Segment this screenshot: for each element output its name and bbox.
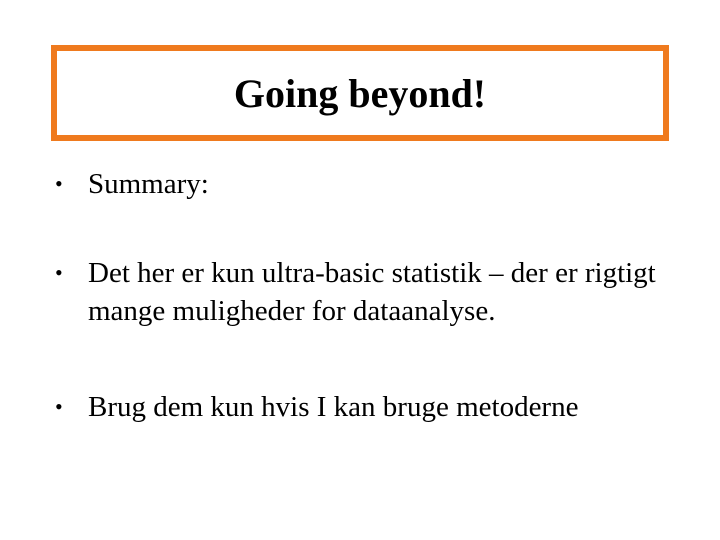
bullet-item-statistics — [55, 254, 695, 330]
bullet-icon: • — [55, 171, 63, 196]
bullet-text: Det her er kun ultra-basic statistik – der er rigtigt mange muligheder for dataanalyse. — [88, 257, 656, 327]
bullet-text: Summary: — [88, 168, 209, 200]
title-frame — [51, 45, 669, 141]
bullet-item-methods — [55, 388, 695, 426]
bullet-icon: • — [55, 394, 63, 419]
slide-title: Going beyond! — [233, 71, 487, 116]
bullet-icon: • — [55, 260, 63, 285]
bullet-item-summary — [55, 165, 695, 203]
bullet-text: Brug dem kun hvis I kan bruge metoderne — [88, 391, 579, 423]
